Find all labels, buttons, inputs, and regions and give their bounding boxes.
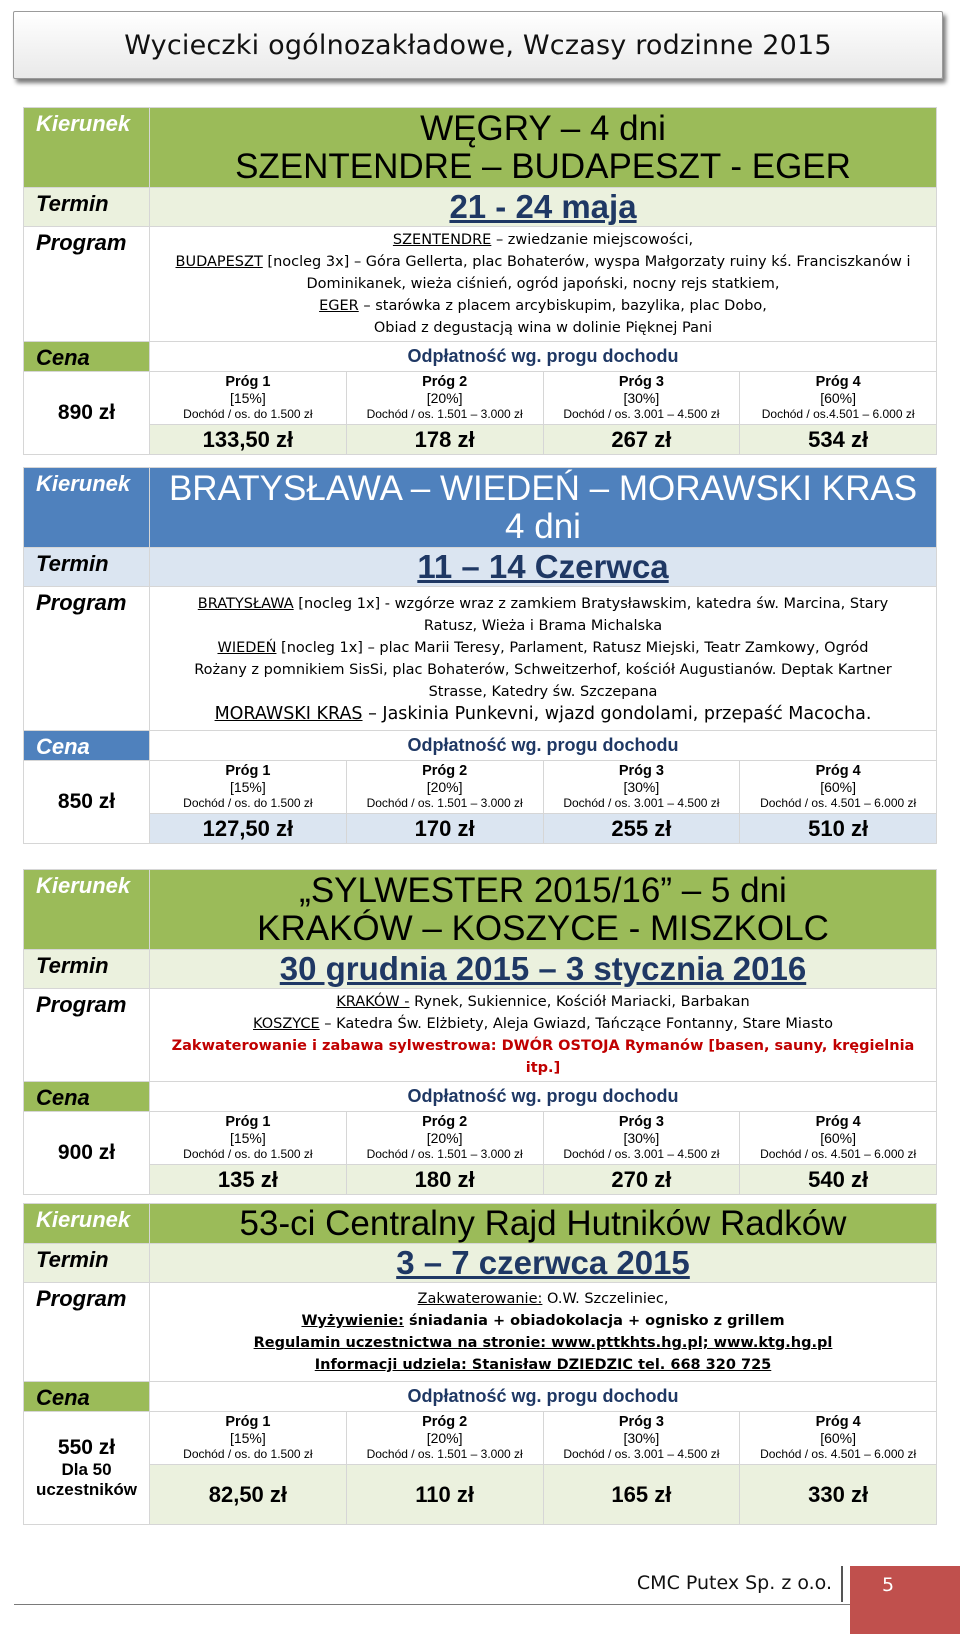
program-line	[154, 295, 932, 317]
label-kierunek: Kierunek	[24, 870, 150, 950]
footer-separator	[841, 1566, 843, 1602]
cena-row	[24, 342, 937, 372]
program-detail: – starówka z placem arcybiskupim, bazylika, plac Dobo,	[358, 298, 767, 314]
tier-amount: 540 zł	[740, 1165, 937, 1195]
tier-range: Dochód / os. 4.501 – 6.000 zł	[760, 1447, 917, 1461]
program-line	[154, 1288, 932, 1310]
program-detail: – zwiedzanie miejscowości,	[491, 232, 694, 248]
program-detail: Zakwaterowanie i zabawa sylwestrowa: DWÓR OSTOJA Rymanów [basen, sauny, kręgielnia itp.]	[171, 1038, 915, 1076]
dates-row	[24, 548, 937, 587]
tier-percent: [60%]	[820, 1130, 857, 1146]
program-detail: – Jaskinia Punkevni, wjazd gondolami, przepaść Macocha.	[362, 703, 872, 724]
label-program: Program	[24, 1283, 150, 1382]
tier-header	[150, 372, 347, 425]
program-row	[24, 1283, 937, 1382]
program-line	[154, 703, 932, 725]
label-kierunek: Kierunek	[24, 108, 150, 188]
trip-dates-text: 21 - 24 maja	[449, 188, 637, 225]
trip-dates	[150, 188, 937, 227]
program-line	[154, 615, 932, 637]
program-line	[154, 1332, 932, 1354]
trip-dates-text: 30 grudnia 2015 – 3 stycznia 2016	[279, 950, 807, 987]
tier-percent: [30%]	[623, 1130, 660, 1146]
tier-name: Próg 3	[618, 763, 664, 779]
label-cena: Cena	[24, 731, 150, 761]
program-place: Wyżywienie:	[301, 1313, 404, 1329]
tier-amount: 133,50 zł	[150, 425, 347, 455]
trip-price	[24, 372, 150, 455]
amounts-row	[24, 1165, 937, 1195]
destination-line: KRAKÓW – KOSZYCE - MISZKOLC	[257, 908, 829, 948]
program-detail: Rożany z pomnikiem SisSi, plac Bohaterów, Schweitzerhof, kościół Augustianów. Deptak Kartner	[194, 661, 892, 678]
amounts-row	[24, 425, 937, 455]
program-place: KOSZYCE	[253, 1016, 320, 1032]
tier-header	[150, 1112, 347, 1165]
trip-block	[23, 107, 937, 455]
tier-amount: 330 zł	[740, 1465, 937, 1525]
tiers-row	[24, 1112, 937, 1165]
trip-block	[23, 467, 937, 844]
tier-name: Próg 1	[225, 1414, 271, 1430]
program-detail: [nocleg 1x] – plac Marii Teresy, Parlament, Ratusz Miejski, Teatr Zamkowy, Ogród	[276, 639, 869, 656]
cena-row	[24, 1382, 937, 1412]
tier-name: Próg 2	[422, 763, 468, 779]
tier-range: Dochód / os. 3.001 – 4.500 zł	[563, 407, 720, 421]
tier-header	[346, 761, 543, 814]
amounts-row	[24, 814, 937, 844]
program-line	[154, 659, 932, 681]
tier-range: Dochód / os. 1.501 – 3.000 zł	[366, 407, 523, 421]
tier-percent: [60%]	[820, 1430, 857, 1446]
amounts-row	[24, 1465, 937, 1525]
tiers-row	[24, 372, 937, 425]
trip-block	[23, 869, 937, 1195]
trip-table	[23, 107, 937, 455]
program-detail: – Katedra Św. Elżbiety, Aleja Gwiazd, Tańczące Fontanny, Stare Miasto	[319, 1016, 833, 1032]
tier-header	[740, 372, 937, 425]
tier-range: Dochód / os. 4.501 – 6.000 zł	[760, 796, 917, 810]
label-program: Program	[24, 989, 150, 1082]
tier-percent: [20%]	[426, 1430, 463, 1446]
program-place: Informacji udziela: Stanisław DZIEDZIC tel. 668 320 725	[314, 1357, 772, 1373]
trip-block	[23, 1203, 937, 1525]
program-detail: Strasse, Katedry św. Szczepana	[428, 683, 658, 700]
tier-header	[740, 761, 937, 814]
destination-title	[150, 870, 937, 950]
tier-header	[346, 1112, 543, 1165]
program-detail: [nocleg 3x] – Góra Gellerta, plac Bohaterów, wyspa Małgorzaty ruiny kś. Franciszkanów i	[262, 254, 911, 270]
program-place: WIEDEŃ	[217, 639, 277, 656]
tier-name: Próg 2	[422, 374, 468, 390]
price-note: uczestników	[35, 1480, 138, 1499]
tier-amount: 255 zł	[543, 814, 740, 844]
tier-percent: [20%]	[426, 390, 463, 406]
tier-range: Dochód / os. do 1.500 zł	[183, 407, 313, 421]
footer-divider	[14, 1604, 885, 1605]
program-line	[154, 1035, 932, 1079]
label-cena: Cena	[24, 1382, 150, 1412]
program-line	[154, 991, 932, 1013]
payment-heading: Odpłatność wg. progu dochodu	[150, 1082, 937, 1112]
tier-header	[150, 1412, 347, 1465]
tier-amount: 127,50 zł	[150, 814, 347, 844]
program-place: KRAKÓW -	[336, 994, 410, 1010]
destination-row	[24, 1204, 937, 1244]
trip-dates	[150, 950, 937, 989]
tier-percent: [30%]	[623, 1430, 660, 1446]
tier-amount: 270 zł	[543, 1165, 740, 1195]
program-place: MORAWSKI KRAS	[214, 703, 363, 724]
tier-header	[346, 1412, 543, 1465]
payment-heading: Odpłatność wg. progu dochodu	[150, 1382, 937, 1412]
tier-percent: [20%]	[426, 1130, 463, 1146]
program-detail: Obiad z degustacją wina w dolinie Pięknej Pani	[373, 320, 713, 336]
program-detail: Dominikanek, wieża ciśnień, ogród japoński, nocny rejs statkiem,	[306, 276, 780, 292]
program-line	[154, 681, 932, 703]
destination-title	[150, 1204, 937, 1244]
cena-row	[24, 731, 937, 761]
tier-name: Próg 1	[225, 763, 271, 779]
trip-price	[24, 1412, 150, 1525]
tier-range: Dochód / os. 3.001 – 4.500 zł	[563, 796, 720, 810]
program-line	[154, 1354, 932, 1376]
program-detail: Rynek, Sukiennice, Kościół Mariacki, Barbakan	[409, 994, 750, 1010]
program-line	[154, 317, 932, 339]
tier-header	[346, 372, 543, 425]
program-line	[154, 1310, 932, 1332]
tier-amount: 267 zł	[543, 425, 740, 455]
program-row	[24, 227, 937, 342]
label-cena: Cena	[24, 342, 150, 372]
dates-row	[24, 1244, 937, 1283]
tier-header	[543, 1112, 740, 1165]
label-program: Program	[24, 587, 150, 731]
footer-company: CMC Putex Sp. z o.o.	[636, 1572, 832, 1594]
program-line	[154, 593, 932, 615]
tier-name: Próg 4	[815, 374, 861, 390]
page-title: Wycieczki ogólnozakładowe, Wczasy rodzinne 2015	[124, 29, 832, 61]
tier-percent: [15%]	[229, 1130, 266, 1146]
tier-percent: [20%]	[426, 779, 463, 795]
program-place: BUDAPESZT	[175, 254, 263, 270]
program-place: BRATYSŁAWA	[197, 595, 294, 612]
tiers-row	[24, 1412, 937, 1465]
tier-range: Dochód / os. do 1.500 zł	[183, 796, 313, 810]
tier-name: Próg 3	[618, 1114, 664, 1130]
destination-title	[150, 108, 937, 188]
tier-header	[740, 1112, 937, 1165]
destination-row	[24, 468, 937, 548]
dates-row	[24, 950, 937, 989]
tier-range: Dochód / os. 1.501 – 3.000 zł	[366, 796, 523, 810]
tier-name: Próg 2	[422, 1414, 468, 1430]
tier-amount: 510 zł	[740, 814, 937, 844]
program-detail: Ratusz, Wieża i Brama Michalska	[423, 617, 663, 634]
label-program: Program	[24, 227, 150, 342]
tier-range: Dochód / os.4.501 – 6.000 zł	[761, 407, 915, 421]
program-place: SZENTENDRE	[392, 232, 492, 248]
destination-line: BRATYSŁAWA – WIEDEŃ – MORAWSKI KRAS	[168, 468, 918, 508]
program-row	[24, 989, 937, 1082]
program-line	[154, 251, 932, 273]
destination-line: SZENTENDRE – BUDAPESZT - EGER	[235, 146, 851, 186]
program-place: Zakwaterowanie:	[417, 1291, 543, 1307]
trip-dates	[150, 548, 937, 587]
tier-percent: [60%]	[820, 779, 857, 795]
program-detail: śniadania + obiadokolacja + ognisko z grillem	[403, 1313, 785, 1329]
tier-name: Próg 1	[225, 1114, 271, 1130]
trip-price-value: 900 zł	[57, 1141, 116, 1164]
tier-range: Dochód / os. do 1.500 zł	[183, 1147, 313, 1161]
tier-header	[543, 1412, 740, 1465]
destination-line: WĘGRY – 4 dni	[420, 108, 666, 148]
program-place: EGER	[319, 298, 359, 314]
tier-name: Próg 3	[618, 1414, 664, 1430]
program-line	[154, 637, 932, 659]
trip-dates-text: 11 – 14 Czerwca	[417, 548, 669, 585]
destination-line: 4 dni	[505, 506, 581, 546]
tier-range: Dochód / os. 1.501 – 3.000 zł	[366, 1147, 523, 1161]
trip-table	[23, 467, 937, 844]
tier-name: Próg 4	[815, 1114, 861, 1130]
program-row	[24, 587, 937, 731]
destination-line: 53-ci Centralny Rajd Hutników Radków	[239, 1203, 847, 1243]
price-note: Dla 50	[61, 1460, 112, 1479]
tier-range: Dochód / os. 3.001 – 4.500 zł	[563, 1447, 720, 1461]
destination-row	[24, 108, 937, 188]
tier-amount: 165 zł	[543, 1465, 740, 1525]
tier-percent: [15%]	[229, 390, 266, 406]
label-termin: Termin	[24, 548, 150, 587]
tier-range: Dochód / os. 4.501 – 6.000 zł	[760, 1147, 917, 1161]
program-text	[150, 587, 937, 731]
trip-price-value: 890 zł	[57, 401, 116, 424]
program-detail: O.W. Szczeliniec,	[542, 1291, 669, 1307]
tier-amount: 82,50 zł	[150, 1465, 347, 1525]
payment-heading: Odpłatność wg. progu dochodu	[150, 342, 937, 372]
tier-percent: [60%]	[820, 390, 857, 406]
dates-row	[24, 188, 937, 227]
tier-header	[543, 761, 740, 814]
program-text	[150, 989, 937, 1082]
label-kierunek: Kierunek	[24, 468, 150, 548]
tier-percent: [15%]	[229, 779, 266, 795]
label-cena: Cena	[24, 1082, 150, 1112]
label-kierunek: Kierunek	[24, 1204, 150, 1244]
trip-table	[23, 1203, 937, 1525]
tier-amount: 178 zł	[346, 425, 543, 455]
destination-title	[150, 468, 937, 548]
trip-price-value: 550 zł	[57, 1436, 116, 1459]
program-place: Regulamin uczestnictwa na stronie: www.pttkhts.hg.pl; www.ktg.hg.pl	[253, 1335, 833, 1351]
tiers-row	[24, 761, 937, 814]
tier-name: Próg 2	[422, 1114, 468, 1130]
tier-header	[740, 1412, 937, 1465]
program-detail: [nocleg 1x] - wzgórze wraz z zamkiem Bratysławskim, katedra św. Marcina, Stary	[293, 595, 889, 612]
tier-name: Próg 1	[225, 374, 271, 390]
payment-heading: Odpłatność wg. progu dochodu	[150, 731, 937, 761]
program-line	[154, 273, 932, 295]
trip-dates-text: 3 – 7 czerwca 2015	[396, 1244, 690, 1281]
cena-row	[24, 1082, 937, 1112]
tier-header	[150, 761, 347, 814]
tier-percent: [15%]	[229, 1430, 266, 1446]
tier-amount: 180 zł	[346, 1165, 543, 1195]
label-termin: Termin	[24, 188, 150, 227]
tier-amount: 534 zł	[740, 425, 937, 455]
trip-dates	[150, 1244, 937, 1283]
tier-percent: [30%]	[623, 390, 660, 406]
page-number: 5	[850, 1566, 960, 1634]
tier-name: Próg 4	[815, 763, 861, 779]
label-termin: Termin	[24, 1244, 150, 1283]
program-text	[150, 227, 937, 342]
tier-name: Próg 3	[618, 374, 664, 390]
trip-price	[24, 761, 150, 844]
trip-price	[24, 1112, 150, 1195]
tier-header	[543, 372, 740, 425]
tier-amount: 110 zł	[346, 1465, 543, 1525]
label-termin: Termin	[24, 950, 150, 989]
tier-amount: 135 zł	[150, 1165, 347, 1195]
tier-range: Dochód / os. 1.501 – 3.000 zł	[366, 1447, 523, 1461]
page-header	[13, 11, 943, 79]
program-line	[154, 1013, 932, 1035]
destination-row	[24, 870, 937, 950]
program-text	[150, 1283, 937, 1382]
tier-range: Dochód / os. do 1.500 zł	[183, 1447, 313, 1461]
tier-percent: [30%]	[623, 779, 660, 795]
tier-range: Dochód / os. 3.001 – 4.500 zł	[563, 1147, 720, 1161]
program-line	[154, 229, 932, 251]
trip-table	[23, 869, 937, 1195]
tier-name: Próg 4	[815, 1414, 861, 1430]
tier-amount: 170 zł	[346, 814, 543, 844]
trip-price-value: 850 zł	[57, 790, 116, 813]
destination-line: „SYLWESTER 2015/16” – 5 dni	[299, 870, 787, 910]
